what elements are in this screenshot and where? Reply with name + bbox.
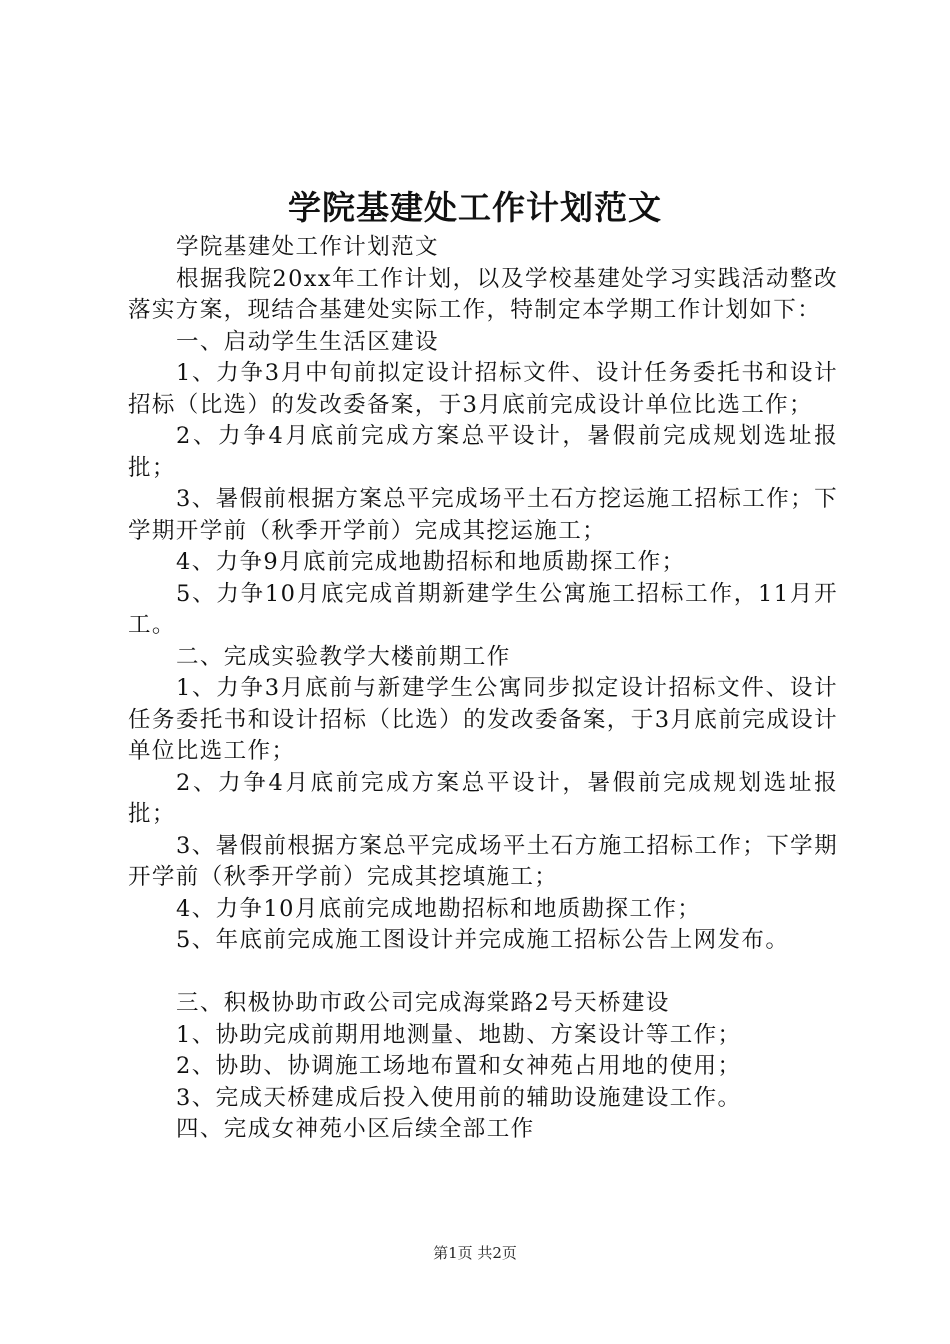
list-item: 5、力争10月底完成首期新建学生公寓施工招标工作，11月开工。 <box>128 580 838 638</box>
section-heading-4: 四、完成女神苑小区后续全部工作 <box>176 1116 535 1142</box>
section-heading-2: 二、完成实验教学大楼前期工作 <box>176 643 511 670</box>
list-item: 5、年底前完成施工图设计并完成施工招标公告上网发布。 <box>176 927 790 953</box>
list-item: 4、力争9月底前完成地勘招标和地质勘探工作； <box>176 549 686 575</box>
paragraph-intro: 根据我院20xx年工作计划，以及学校基建处学习实践活动整改落实方案，现结合基建处实际工作，特制定本学期工作计划如下： <box>128 265 838 323</box>
document-title: 学院基建处工作计划范文 <box>288 188 662 227</box>
list-item: 1、力争3月中旬前拟定设计招标文件、设计任务委托书和设计招标（比选）的发改委备案，于3月底前完成设计单位比选工作； <box>128 360 838 418</box>
list-item: 2、力争4月底前完成方案总平设计，暑假前完成规划选址报批； <box>128 769 838 827</box>
section-heading-1: 一、启动学生生活区建设 <box>176 328 439 355</box>
document-body <box>128 232 838 1146</box>
list-item: 4、力争10月底前完成地勘招标和地质勘探工作； <box>176 895 702 922</box>
list-item: 2、力争4月底前完成方案总平设计，暑假前完成规划选址报批； <box>128 423 838 481</box>
section-heading-3: 三、积极协助市政公司完成海棠路2号天桥建设 <box>176 990 670 1016</box>
list-item: 3、暑假前根据方案总平完成场平土石方施工招标工作；下学期开学前（秋季开学前）完成其挖填施工； <box>128 832 838 890</box>
paragraph-subtitle: 学院基建处工作计划范文 <box>176 234 439 260</box>
list-item: 1、力争3月底前与新建学生公寓同步拟定设计招标文件、设计任务委托书和设计招标（比选）的发改委备案，于3月底前完成设计单位比选工作； <box>128 675 838 764</box>
list-item: 3、暑假前根据方案总平完成场平土石方挖运施工招标工作；下学期开学前（秋季开学前）完成其挖运施工； <box>128 486 838 544</box>
page-number-footer: 第1页 共2页 <box>433 1244 517 1262</box>
list-item: 2、协助、协调施工场地布置和女神苑占用地的使用； <box>176 1053 742 1079</box>
list-item: 1、协助完成前期用地测量、地勘、方案设计等工作； <box>176 1021 742 1048</box>
blank-line <box>128 957 838 989</box>
list-item: 3、完成天桥建成后投入使用前的辅助设施建设工作。 <box>176 1084 742 1111</box>
